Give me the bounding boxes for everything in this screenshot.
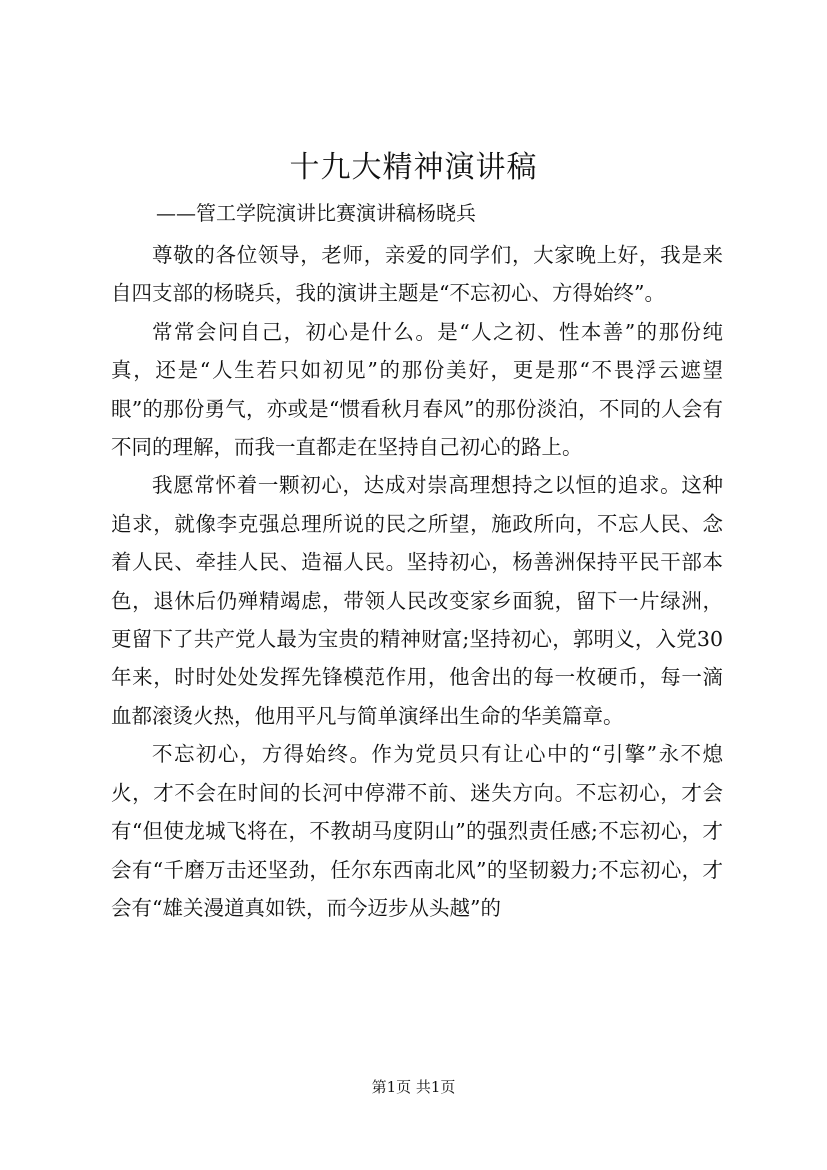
paragraph: 不忘初心，方得始终。作为党员只有让心中的“引擎”永不熄火，才不会在时间的长河中停滞不前、迷失方向。不忘初心，才会有“但使龙城飞将在，不教胡马度阴山”的强烈责任感;不忘初心，才会有“千磨万击还坚劲，任尔东西南北风”的坚韧毅力;不忘初心，才会有“雄关漫道真如铁，而今迈步从头越”的 <box>111 742 723 920</box>
page-footer: 第1页 共1页 <box>371 1078 456 1096</box>
paragraph: 尊敬的各位领导，老师，亲爱的同学们，大家晚上好，我是来自四支部的杨晓兵，我的演讲主题是“不忘初心、方得始终”。 <box>111 243 723 306</box>
document-title: 十九大精神演讲稿 <box>289 150 538 185</box>
document-subtitle: ——管工学院演讲比赛演讲稿杨晓兵 <box>156 201 476 225</box>
paragraph: 常常会问自己，初心是什么。是“人之初、性本善”的那份纯真，还是“人生若只如初见”的那份美好，更是那“不畏浮云遮望眼”的那份勇气，亦或是“惯看秋月春风”的那份淡泊，不同的人会有不同的理解，而我一直都走在坚持自己初心的路上。 <box>111 319 723 460</box>
document-body <box>111 236 723 927</box>
paragraph: 我愿常怀着一颗初心，达成对崇高理想持之以恒的追求。这种追求，就像李克强总理所说的民之所望，施政所向，不忘人民、念着人民、牵挂人民、造福人民。坚持初心，杨善洲保持平民干部本色，退休后仍殚精竭虑，带领人民改变家乡面貌，留下一片绿洲，更留下了共产党人最为宝贵的精神财富;坚持初心，郭明义，入党30年来，时时处处发挥先锋模范作用，他舍出的每一枚硬币，每一滴血都滚烫火热，他用平凡与简单演绎出生命的华美篇章。 <box>111 473 723 728</box>
